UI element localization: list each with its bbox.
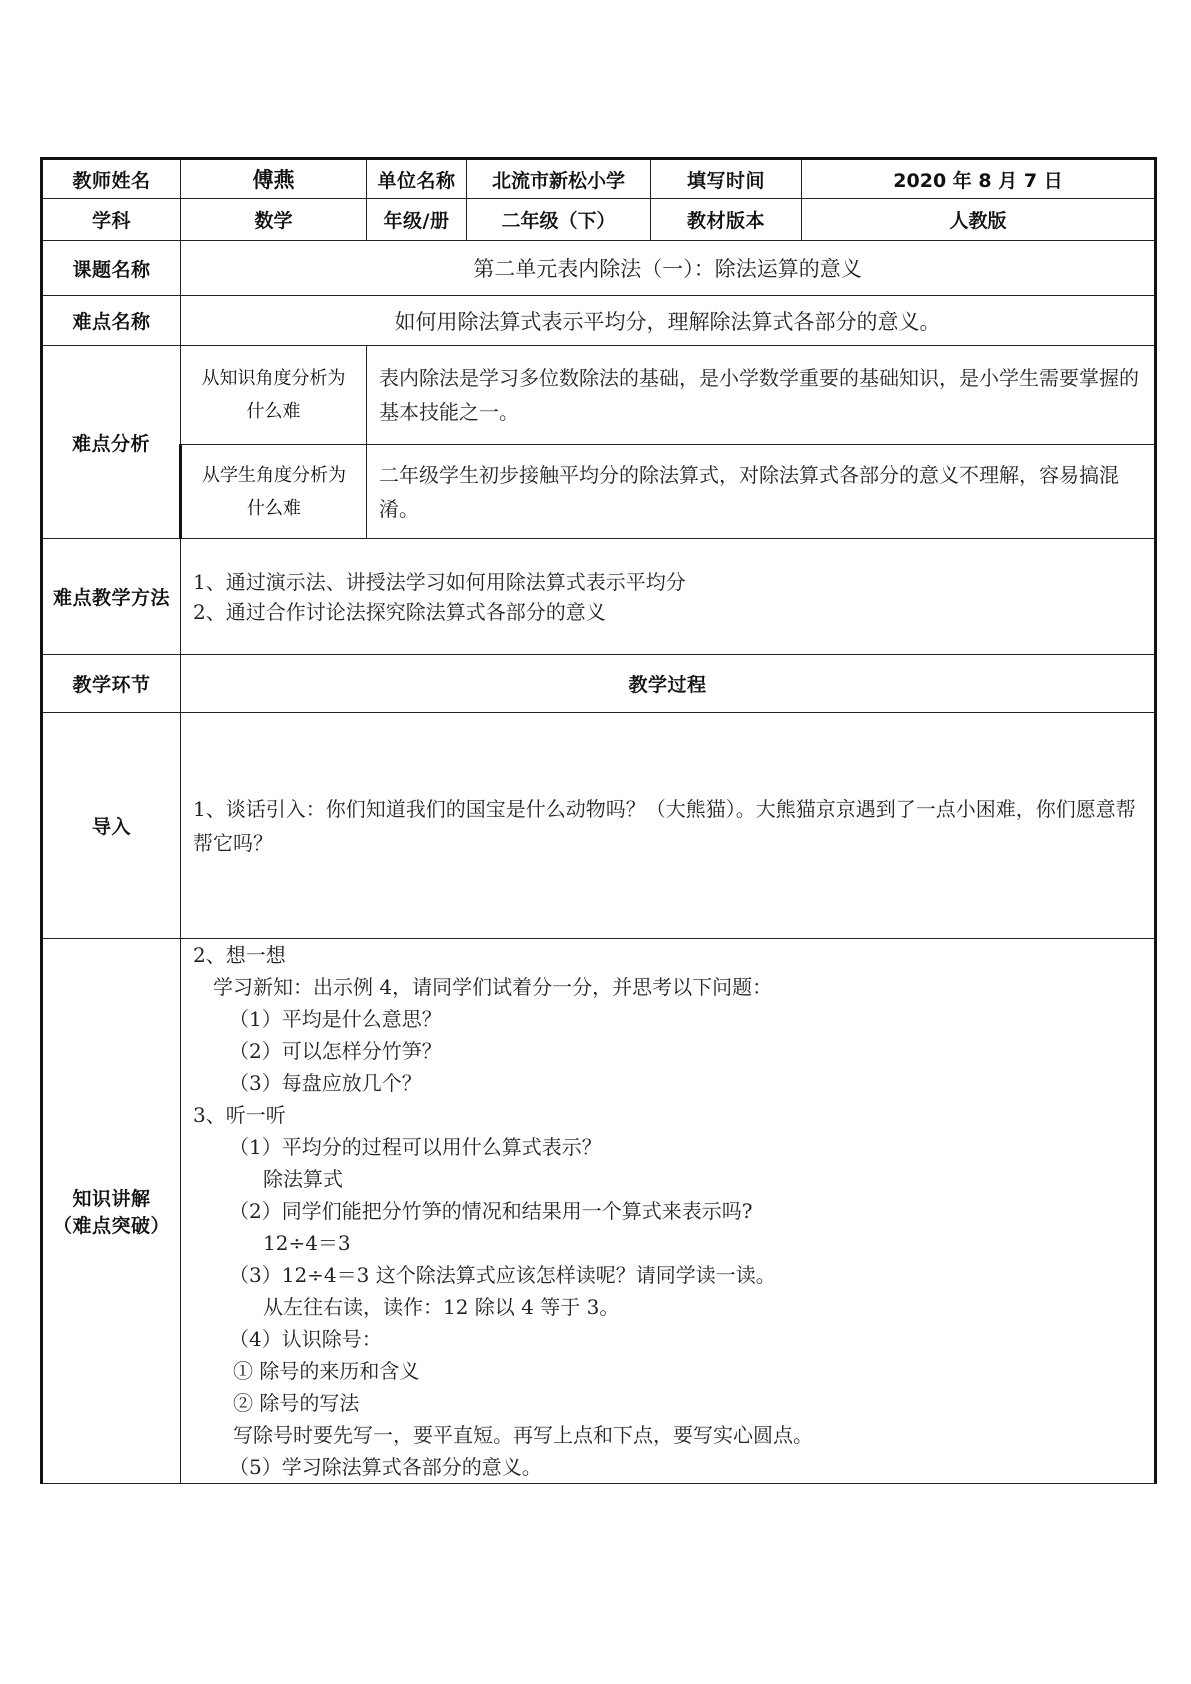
edition-value: 人教版 <box>802 199 1156 241</box>
analysis-student-row <box>42 445 1156 539</box>
process-header-row <box>42 655 1156 713</box>
method-row <box>42 539 1156 655</box>
student-angle-text: 二年级学生初步接触平均分的除法算式，对除法算式各部分的意义不理解，容易搞混淆。 <box>367 445 1156 539</box>
knowledge-angle-text: 表内除法是学习多位数除法的基础，是小学数学重要的基础知识，是小学生需要掌握的基本技能之一。 <box>367 346 1156 445</box>
knowledge-line: ② 除号的写法 <box>233 1391 360 1415</box>
stage-header: 教学环节 <box>42 655 181 713</box>
difficulty-row <box>42 296 1156 346</box>
analysis-label: 难点分析 <box>42 346 181 539</box>
difficulty-value: 如何用除法算式表示平均分，理解除法算式各部分的意义。 <box>181 296 1156 346</box>
knowledge-label-line-2: （难点突破） <box>52 1215 170 1237</box>
grade-value: 二年级（下） <box>467 199 651 241</box>
lesson-plan-sheet <box>40 157 1154 1484</box>
knowledge-line: 学习新知：出示例 4，请同学们试着分一分，并思考以下问题： <box>213 975 773 999</box>
knowledge-line: （4）认识除号： <box>229 1327 382 1351</box>
teacher-name: 傅燕 <box>181 159 367 199</box>
knowledge-angle-label-line-2: 什么难 <box>246 401 301 422</box>
method-line: 1、通过演示法、讲授法学习如何用除法算式表示平均分 <box>193 569 686 594</box>
knowledge-line: 3、听一听 <box>193 1103 286 1127</box>
info-row-1 <box>42 159 1156 199</box>
unit-label: 单位名称 <box>367 159 467 199</box>
method-line: 2、通过合作讨论法探究除法算式各部分的意义 <box>193 599 606 624</box>
knowledge-content <box>181 939 1156 1484</box>
intro-label: 导入 <box>42 713 181 939</box>
student-angle-label <box>181 445 367 539</box>
grade-label: 年级/册 <box>367 199 467 241</box>
knowledge-line: （3）每盘应放几个？ <box>229 1071 422 1095</box>
info-row-2 <box>42 199 1156 241</box>
difficulty-label: 难点名称 <box>42 296 181 346</box>
knowledge-line: （3）12÷4＝3 这个除法算式应该怎样读呢？请同学读一读。 <box>229 1263 776 1287</box>
date-label: 填写时间 <box>651 159 802 199</box>
student-angle-label-line-2: 什么难 <box>247 497 301 519</box>
knowledge-line: （2）同学们能把分竹笋的情况和结果用一个算式来表示吗? <box>229 1199 753 1223</box>
teacher-label: 教师姓名 <box>42 159 181 199</box>
knowledge-line: 除法算式 <box>263 1167 343 1191</box>
method-text <box>181 539 1156 655</box>
student-angle-label-line-1: 从学生角度分析为 <box>202 464 346 486</box>
intro-row <box>42 713 1156 939</box>
knowledge-angle-label-line-1: 从知识角度分析为 <box>201 368 346 389</box>
knowledge-line: （1）平均是什么意思？ <box>229 1007 442 1031</box>
knowledge-line: 2、想一想 <box>193 943 286 967</box>
subject-value: 数学 <box>181 199 367 241</box>
lesson-plan-table <box>40 157 1157 1484</box>
knowledge-line: （5）学习除法算式各部分的意义。 <box>229 1455 542 1479</box>
knowledge-line: （2）可以怎样分竹笋？ <box>229 1039 442 1063</box>
subject-label: 学科 <box>42 199 181 241</box>
analysis-knowledge-row <box>42 346 1156 445</box>
knowledge-line: 从左往右读，读作：12 除以 4 等于 3。 <box>263 1295 620 1319</box>
topic-value: 第二单元表内除法（一）：除法运算的意义 <box>181 241 1156 296</box>
edition-label: 教材版本 <box>651 199 802 241</box>
knowledge-row <box>42 939 1156 1484</box>
knowledge-line: 写除号时要先写一，要平直短。再写上点和下点，要写实心圆点。 <box>233 1423 813 1447</box>
intro-text: 1、谈话引入：你们知道我们的国宝是什么动物吗？（大熊猫）。大熊猫京京遇到了一点小困难，你们愿意帮帮它吗？ <box>181 713 1156 939</box>
knowledge-label-line-1: 知识讲解 <box>72 1188 151 1210</box>
knowledge-angle-label <box>181 346 367 445</box>
knowledge-line: ① 除号的来历和含义 <box>233 1359 420 1383</box>
unit-name: 北流市新松小学 <box>467 159 651 199</box>
knowledge-line: （1）平均分的过程可以用什么算式表示？ <box>229 1135 602 1159</box>
process-header: 教学过程 <box>181 655 1156 713</box>
method-label: 难点教学方法 <box>42 539 181 655</box>
knowledge-line: 12÷4＝3 <box>263 1231 351 1255</box>
date-value: 2020 年 8 月 7 日 <box>802 159 1156 199</box>
topic-row <box>42 241 1156 296</box>
topic-label: 课题名称 <box>42 241 181 296</box>
knowledge-label <box>42 939 181 1484</box>
